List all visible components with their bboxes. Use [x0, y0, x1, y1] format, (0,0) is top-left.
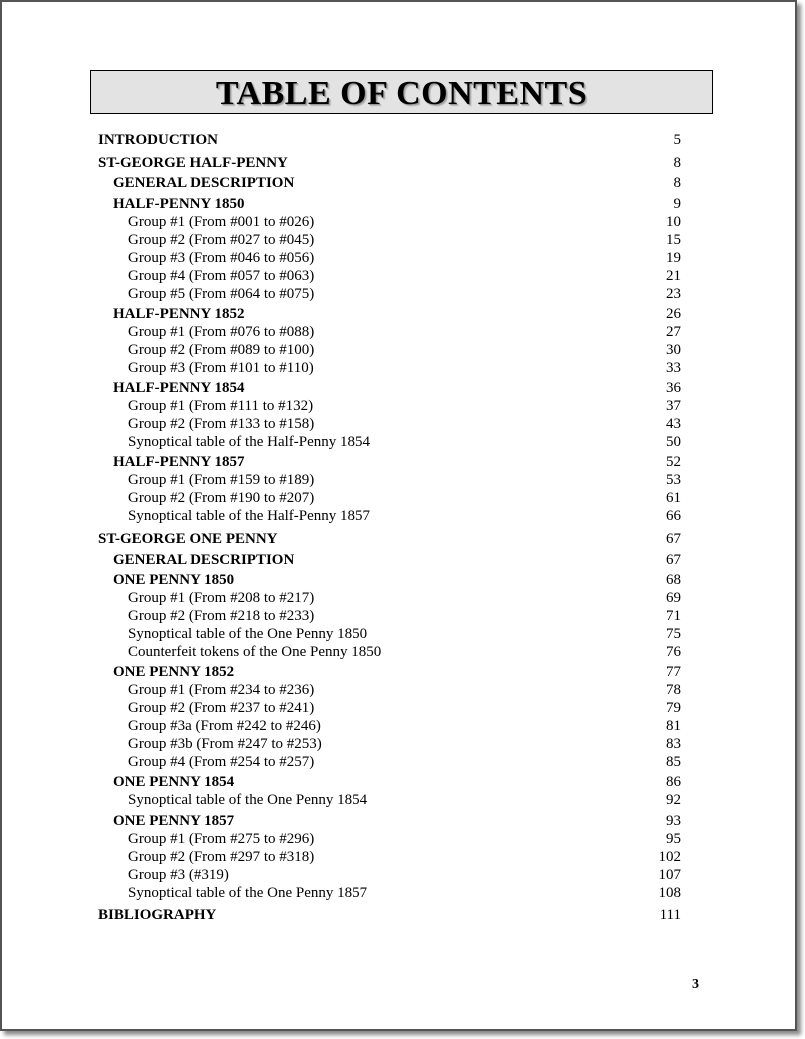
- toc-entry-page: 79: [666, 700, 681, 716]
- toc-entry-title: ONE PENNY 1852: [113, 664, 235, 680]
- toc-entry-title: Group #3 (From #046 to #056): [128, 250, 315, 266]
- toc-entry-page: 30: [666, 342, 681, 358]
- toc-entry: [2, 341, 799, 359]
- toc-entry-title: BIBLIOGRAPHY: [98, 907, 217, 923]
- toc-entry-page: 36: [666, 380, 681, 396]
- toc-entry-page: 43: [666, 416, 681, 432]
- toc-entry-page: 86: [666, 774, 681, 790]
- toc-entry: [2, 249, 799, 267]
- toc-entry-title: ST-GEORGE ONE PENNY: [98, 531, 278, 547]
- toc-entry: [2, 717, 799, 735]
- toc-entry-page: 26: [666, 306, 681, 322]
- toc-entry-title: Group #2 (From #027 to #045): [128, 232, 315, 248]
- toc-entry-page: 75: [666, 626, 681, 642]
- toc-subsection: [2, 453, 799, 471]
- toc-entry: [2, 397, 799, 415]
- toc-entry-page: 19: [666, 250, 681, 266]
- toc-entry-page: 10: [666, 214, 681, 230]
- toc-entry-page: 5: [673, 132, 681, 148]
- toc-entry-title: ONE PENNY 1857: [113, 813, 235, 829]
- toc-entry-title: ST-GEORGE HALF-PENNY: [98, 155, 288, 171]
- toc-entry-page: 61: [666, 490, 681, 506]
- toc-entry: [2, 866, 799, 884]
- toc-entry-page: 92: [666, 792, 681, 808]
- toc-entry-page: 107: [658, 867, 681, 883]
- toc-entry-title: Group #2 (From #133 to #158): [128, 416, 315, 432]
- toc-subsection: [2, 379, 799, 397]
- toc-entry-title: Group #1 (From #159 to #189): [128, 472, 315, 488]
- toc-entry-page: 77: [666, 664, 681, 680]
- toc-entry-page: 52: [666, 454, 681, 470]
- toc-entry-page: 69: [666, 590, 681, 606]
- toc-entry: [2, 433, 799, 451]
- toc-entry: [2, 848, 799, 866]
- toc-entry-page: 108: [658, 885, 681, 901]
- toc-entry-page: 78: [666, 682, 681, 698]
- toc-entry-title: Synoptical table of the Half-Penny 1857: [128, 508, 371, 524]
- toc-entry-page: 66: [666, 508, 681, 524]
- toc-entry-title: Group #5 (From #064 to #075): [128, 286, 315, 302]
- toc-entry-title: Synoptical table of the One Penny 1850: [128, 626, 368, 642]
- toc-entry: [2, 285, 799, 303]
- toc-subsection: [2, 195, 799, 213]
- toc-entry-page: 81: [666, 718, 681, 734]
- toc-entry-title: Group #1 (From #208 to #217): [128, 590, 315, 606]
- toc-entry: [2, 681, 799, 699]
- toc-entry-page: 15: [666, 232, 681, 248]
- toc-entry: [2, 213, 799, 231]
- toc-entry-title: ONE PENNY 1850: [113, 572, 235, 588]
- toc-entry: [2, 607, 799, 625]
- toc-entry-page: 37: [666, 398, 681, 414]
- toc-entry-page: 93: [666, 813, 681, 829]
- toc-entry: [2, 323, 799, 341]
- toc-entry-page: 67: [666, 531, 681, 547]
- toc-entry-title: Group #1 (From #111 to #132): [128, 398, 314, 414]
- toc-entry-title: HALF-PENNY 1854: [113, 380, 245, 396]
- toc-entry: [2, 830, 799, 848]
- toc-entry-title: Synoptical table of the One Penny 1854: [128, 792, 368, 808]
- toc-entry-page: 67: [666, 552, 681, 568]
- toc-entry: [2, 489, 799, 507]
- toc-entry-page: 50: [666, 434, 681, 450]
- toc-entry-page: 8: [673, 175, 681, 191]
- toc-entry-title: Group #3 (From #101 to #110): [128, 360, 314, 376]
- toc-entry-title: Group #2 (From #089 to #100): [128, 342, 315, 358]
- toc-entry-title: Group #2 (From #190 to #207): [128, 490, 315, 506]
- toc-entry-title: HALF-PENNY 1850: [113, 196, 245, 212]
- toc-entry-title: Group #2 (From #297 to #318): [128, 849, 315, 865]
- toc-entry-page: 8: [673, 155, 681, 171]
- toc-subsection: [2, 551, 799, 569]
- toc-entry: [2, 415, 799, 433]
- toc-entry-title: Group #4 (From #254 to #257): [128, 754, 315, 770]
- toc-entry: [2, 359, 799, 377]
- toc-entry-title: Group #3 (#319): [128, 867, 229, 883]
- title-banner: [90, 70, 713, 114]
- toc-entry: [2, 267, 799, 285]
- toc-subsection: [2, 305, 799, 323]
- toc-entry: [2, 791, 799, 809]
- toc-entry: [2, 589, 799, 607]
- toc-entry-page: 102: [658, 849, 681, 865]
- toc-entry-page: 23: [666, 286, 681, 302]
- toc-entry-title: GENERAL DESCRIPTION: [113, 175, 295, 191]
- toc-entry: [2, 507, 799, 525]
- toc-entry: [2, 735, 799, 753]
- toc-entry-title: HALF-PENNY 1857: [113, 454, 245, 470]
- toc-entry-page: 53: [666, 472, 681, 488]
- toc-entry: [2, 884, 799, 902]
- toc-entry-title: INTRODUCTION: [98, 132, 219, 148]
- toc-entry-page: 71: [666, 608, 681, 624]
- toc-entry: [2, 643, 799, 661]
- toc-entry: [2, 231, 799, 249]
- toc-section: [2, 131, 799, 149]
- toc-entry-title: HALF-PENNY 1852: [113, 306, 245, 322]
- toc-entry: [2, 753, 799, 771]
- toc-entry-page: 21: [666, 268, 681, 284]
- toc-entry-title: Group #3b (From #247 to #253): [128, 736, 322, 752]
- toc-subsection: [2, 174, 799, 192]
- toc-entry-title: Group #2 (From #218 to #233): [128, 608, 315, 624]
- toc-entry: [2, 699, 799, 717]
- toc-entry-title: Group #3a (From #242 to #246): [128, 718, 321, 734]
- toc-entry-title: Group #1 (From #001 to #026): [128, 214, 315, 230]
- toc-subsection: [2, 663, 799, 681]
- page-number: 3: [692, 977, 699, 992]
- toc-entry-title: Synoptical table of the One Penny 1857: [128, 885, 368, 901]
- toc-subsection: [2, 812, 799, 830]
- toc-entry-page: 9: [673, 196, 681, 212]
- toc-entry-page: 68: [666, 572, 681, 588]
- toc-entry-title: GENERAL DESCRIPTION: [113, 552, 295, 568]
- toc-entry-page: 33: [666, 360, 681, 376]
- toc-subsection: [2, 571, 799, 589]
- toc-entry-title: Group #1 (From #275 to #296): [128, 831, 315, 847]
- toc-entry-page: 85: [666, 754, 681, 770]
- toc-entry-page: 27: [666, 324, 681, 340]
- toc-entry-page: 95: [666, 831, 681, 847]
- toc-entry: [2, 625, 799, 643]
- toc-entry-title: Group #1 (From #076 to #088): [128, 324, 315, 340]
- toc-entry-title: Group #4 (From #057 to #063): [128, 268, 315, 284]
- toc-subsection: [2, 773, 799, 791]
- toc-entry-title: Group #2 (From #237 to #241): [128, 700, 315, 716]
- toc-entry-title: ONE PENNY 1854: [113, 774, 235, 790]
- page-title: TABLE OF CONTENTS: [215, 75, 588, 112]
- toc-entry: [2, 471, 799, 489]
- toc-entry-page: 83: [666, 736, 681, 752]
- toc-entry-title: Synoptical table of the Half-Penny 1854: [128, 434, 371, 450]
- toc-entry-title: Counterfeit tokens of the One Penny 1850: [128, 644, 382, 660]
- toc-section: [2, 906, 799, 924]
- toc-entry-page: 76: [666, 644, 681, 660]
- toc-section: [2, 154, 799, 172]
- toc-entry-page: 111: [659, 907, 681, 923]
- toc-entry-title: Group #1 (From #234 to #236): [128, 682, 315, 698]
- toc-section: [2, 530, 799, 548]
